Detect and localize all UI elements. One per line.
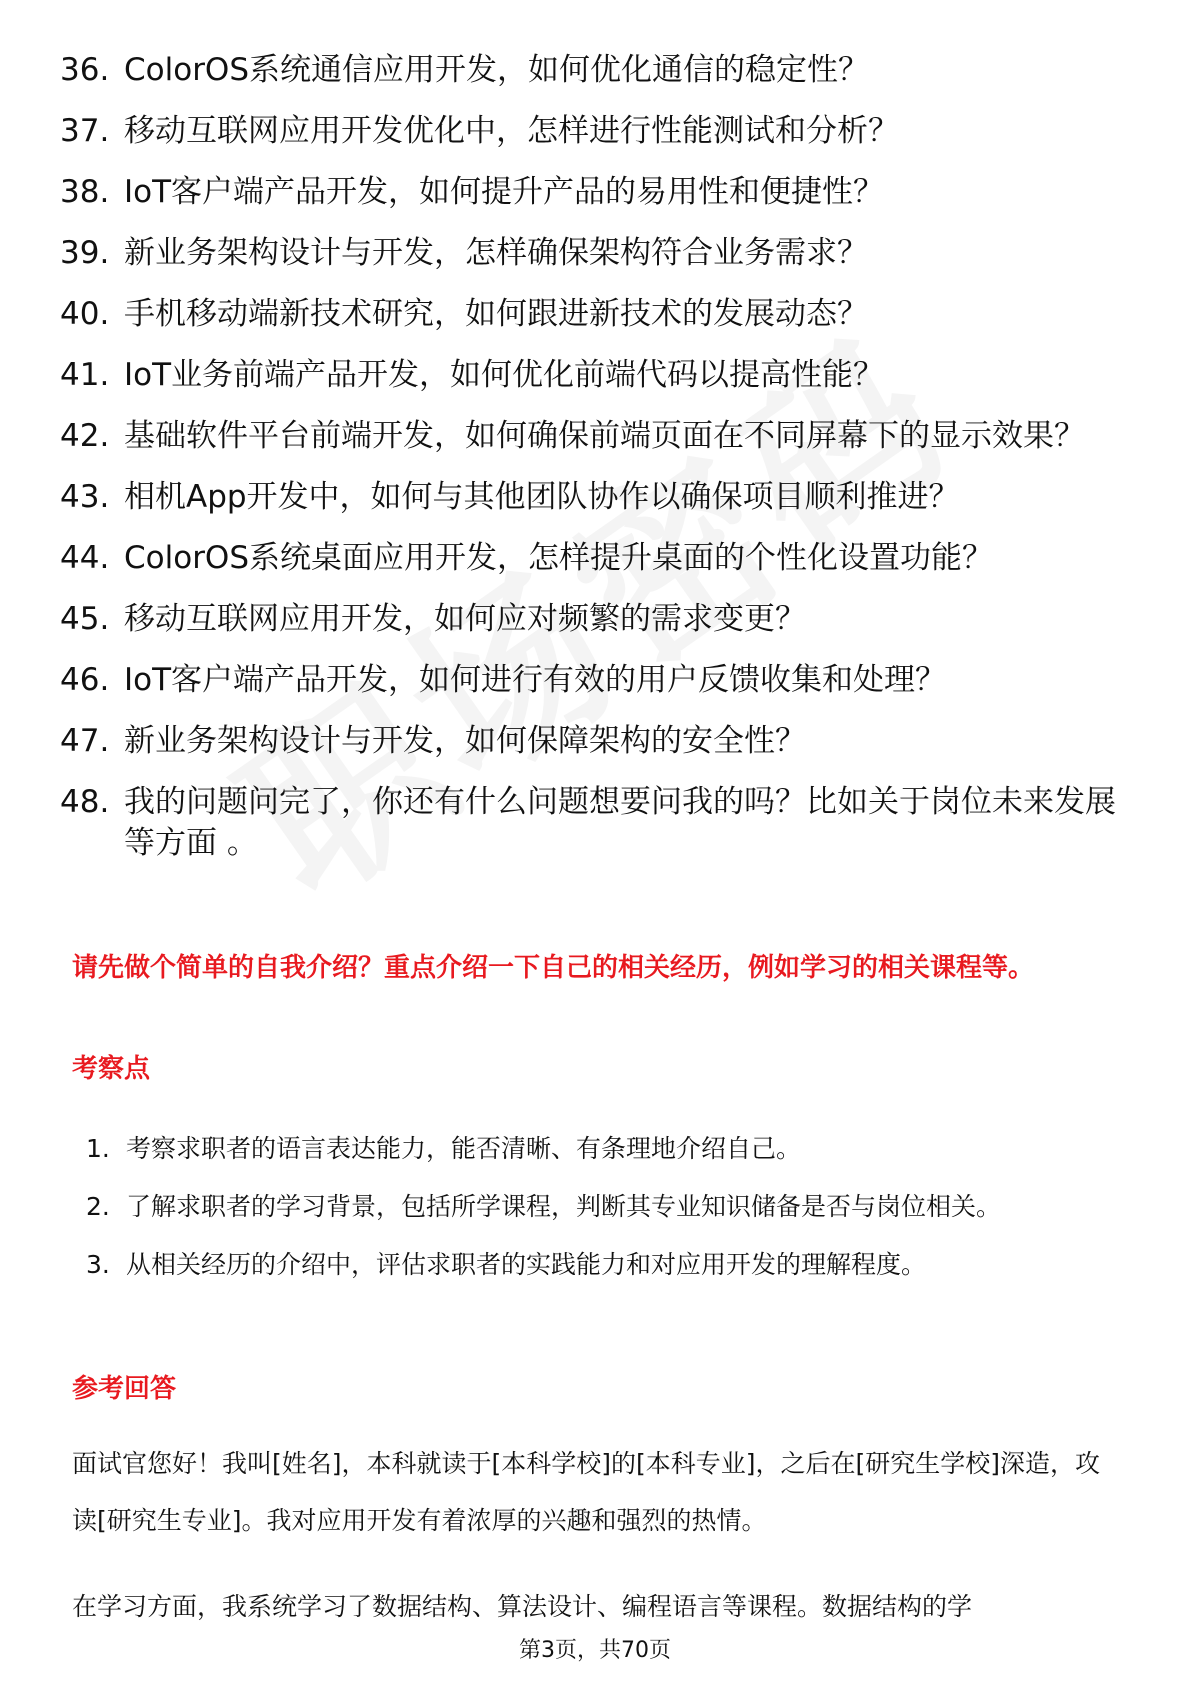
question-text: 基础软件平台前端开发，如何确保前端页面在不同屏幕下的显示效果？: [124, 418, 1085, 454]
question-number: 43.: [60, 479, 110, 515]
question-text: IoT业务前端产品开发，如何优化前端代码以提高性能？: [124, 357, 885, 393]
page-footer: 第3页，共70页: [519, 1638, 671, 1663]
question-number: 42.: [60, 418, 110, 454]
answer-paragraph: 在学习方面，我系统学习了数据结构、算法设计、编程语言等课程。数据结构的学: [72, 1592, 973, 1621]
question-text: IoT客户端产品开发，如何提升产品的易用性和便捷性？: [124, 174, 885, 210]
question-number: 39.: [60, 235, 110, 271]
featured-question: 请先做个简单的自我介绍？重点介绍一下自己的相关经历，例如学习的相关课程等。: [72, 953, 1035, 983]
list-item: [60, 660, 1120, 701]
list-item: [86, 1178, 1096, 1236]
point-text: 从相关经历的介绍中，评估求职者的实践能力和对应用开发的理解程度。: [126, 1250, 927, 1279]
list-item: [60, 355, 1120, 396]
point-number: 2.: [86, 1192, 110, 1221]
question-number: 38.: [60, 174, 110, 210]
question-number: 45.: [60, 601, 110, 637]
question-text: ColorOS系统通信应用开发，如何优化通信的稳定性？: [124, 52, 870, 88]
list-item: [60, 599, 1120, 640]
question-text: 手机移动端新技术研究，如何跟进新技术的发展动态？: [124, 296, 868, 332]
list-item: [60, 538, 1120, 579]
question-number: 46.: [60, 662, 110, 698]
points-heading: 考察点: [72, 1054, 151, 1084]
question-text: 新业务架构设计与开发，怎样确保架构符合业务需求？: [124, 235, 868, 271]
list-item: [86, 1236, 1096, 1294]
question-number: 37.: [60, 113, 110, 149]
list-item: [60, 477, 1120, 518]
list-item: [60, 294, 1120, 335]
question-text: ColorOS系统桌面应用开发，怎样提升桌面的个性化设置功能？: [124, 540, 994, 576]
question-text: 相机App开发中，如何与其他团队协作以确保项目顺利推进？: [124, 479, 960, 515]
question-number: 48.: [60, 784, 110, 820]
question-text: 新业务架构设计与开发，如何保障架构的安全性？: [124, 723, 806, 759]
answer-paragraph: 面试官您好！我叫[姓名]，本科就读于[本科学校]的[本科专业]，之后在[研究生学校]深造，攻读[研究生专业]。我对应用开发有着浓厚的兴趣和强烈的热情。: [72, 1449, 1101, 1535]
point-number: 3.: [86, 1250, 110, 1279]
list-item: [60, 50, 1120, 91]
question-list: [60, 50, 1120, 884]
answer-heading: 参考回答: [72, 1374, 177, 1404]
question-number: 40.: [60, 296, 110, 332]
question-text: 移动互联网应用开发优化中，怎样进行性能测试和分析？: [124, 113, 899, 149]
list-item: [60, 172, 1120, 213]
point-text: 了解求职者的学习背景，包括所学课程，判断其专业知识储备是否与岗位相关。: [126, 1192, 1002, 1221]
points-list: [86, 1120, 1096, 1294]
question-text: 我的问题问完了，你还有什么问题想要问我的吗？比如关于岗位未来发展等方面 。: [124, 784, 1116, 861]
list-item: [60, 111, 1120, 152]
question-text: IoT客户端产品开发，如何进行有效的用户反馈收集和处理？: [124, 662, 947, 698]
question-number: 41.: [60, 357, 110, 393]
list-item: [86, 1120, 1096, 1178]
question-number: 44.: [60, 540, 110, 576]
point-text: 考察求职者的语言表达能力，能否清晰、有条理地介绍自己。: [126, 1134, 802, 1163]
question-text: 移动互联网应用开发，如何应对频繁的需求变更？: [124, 601, 806, 637]
list-item: [60, 782, 1120, 864]
list-item: [60, 233, 1120, 274]
question-number: 36.: [60, 52, 110, 88]
question-number: 47.: [60, 723, 110, 759]
point-number: 1.: [86, 1134, 110, 1163]
list-item: [60, 721, 1120, 762]
list-item: [60, 416, 1120, 457]
